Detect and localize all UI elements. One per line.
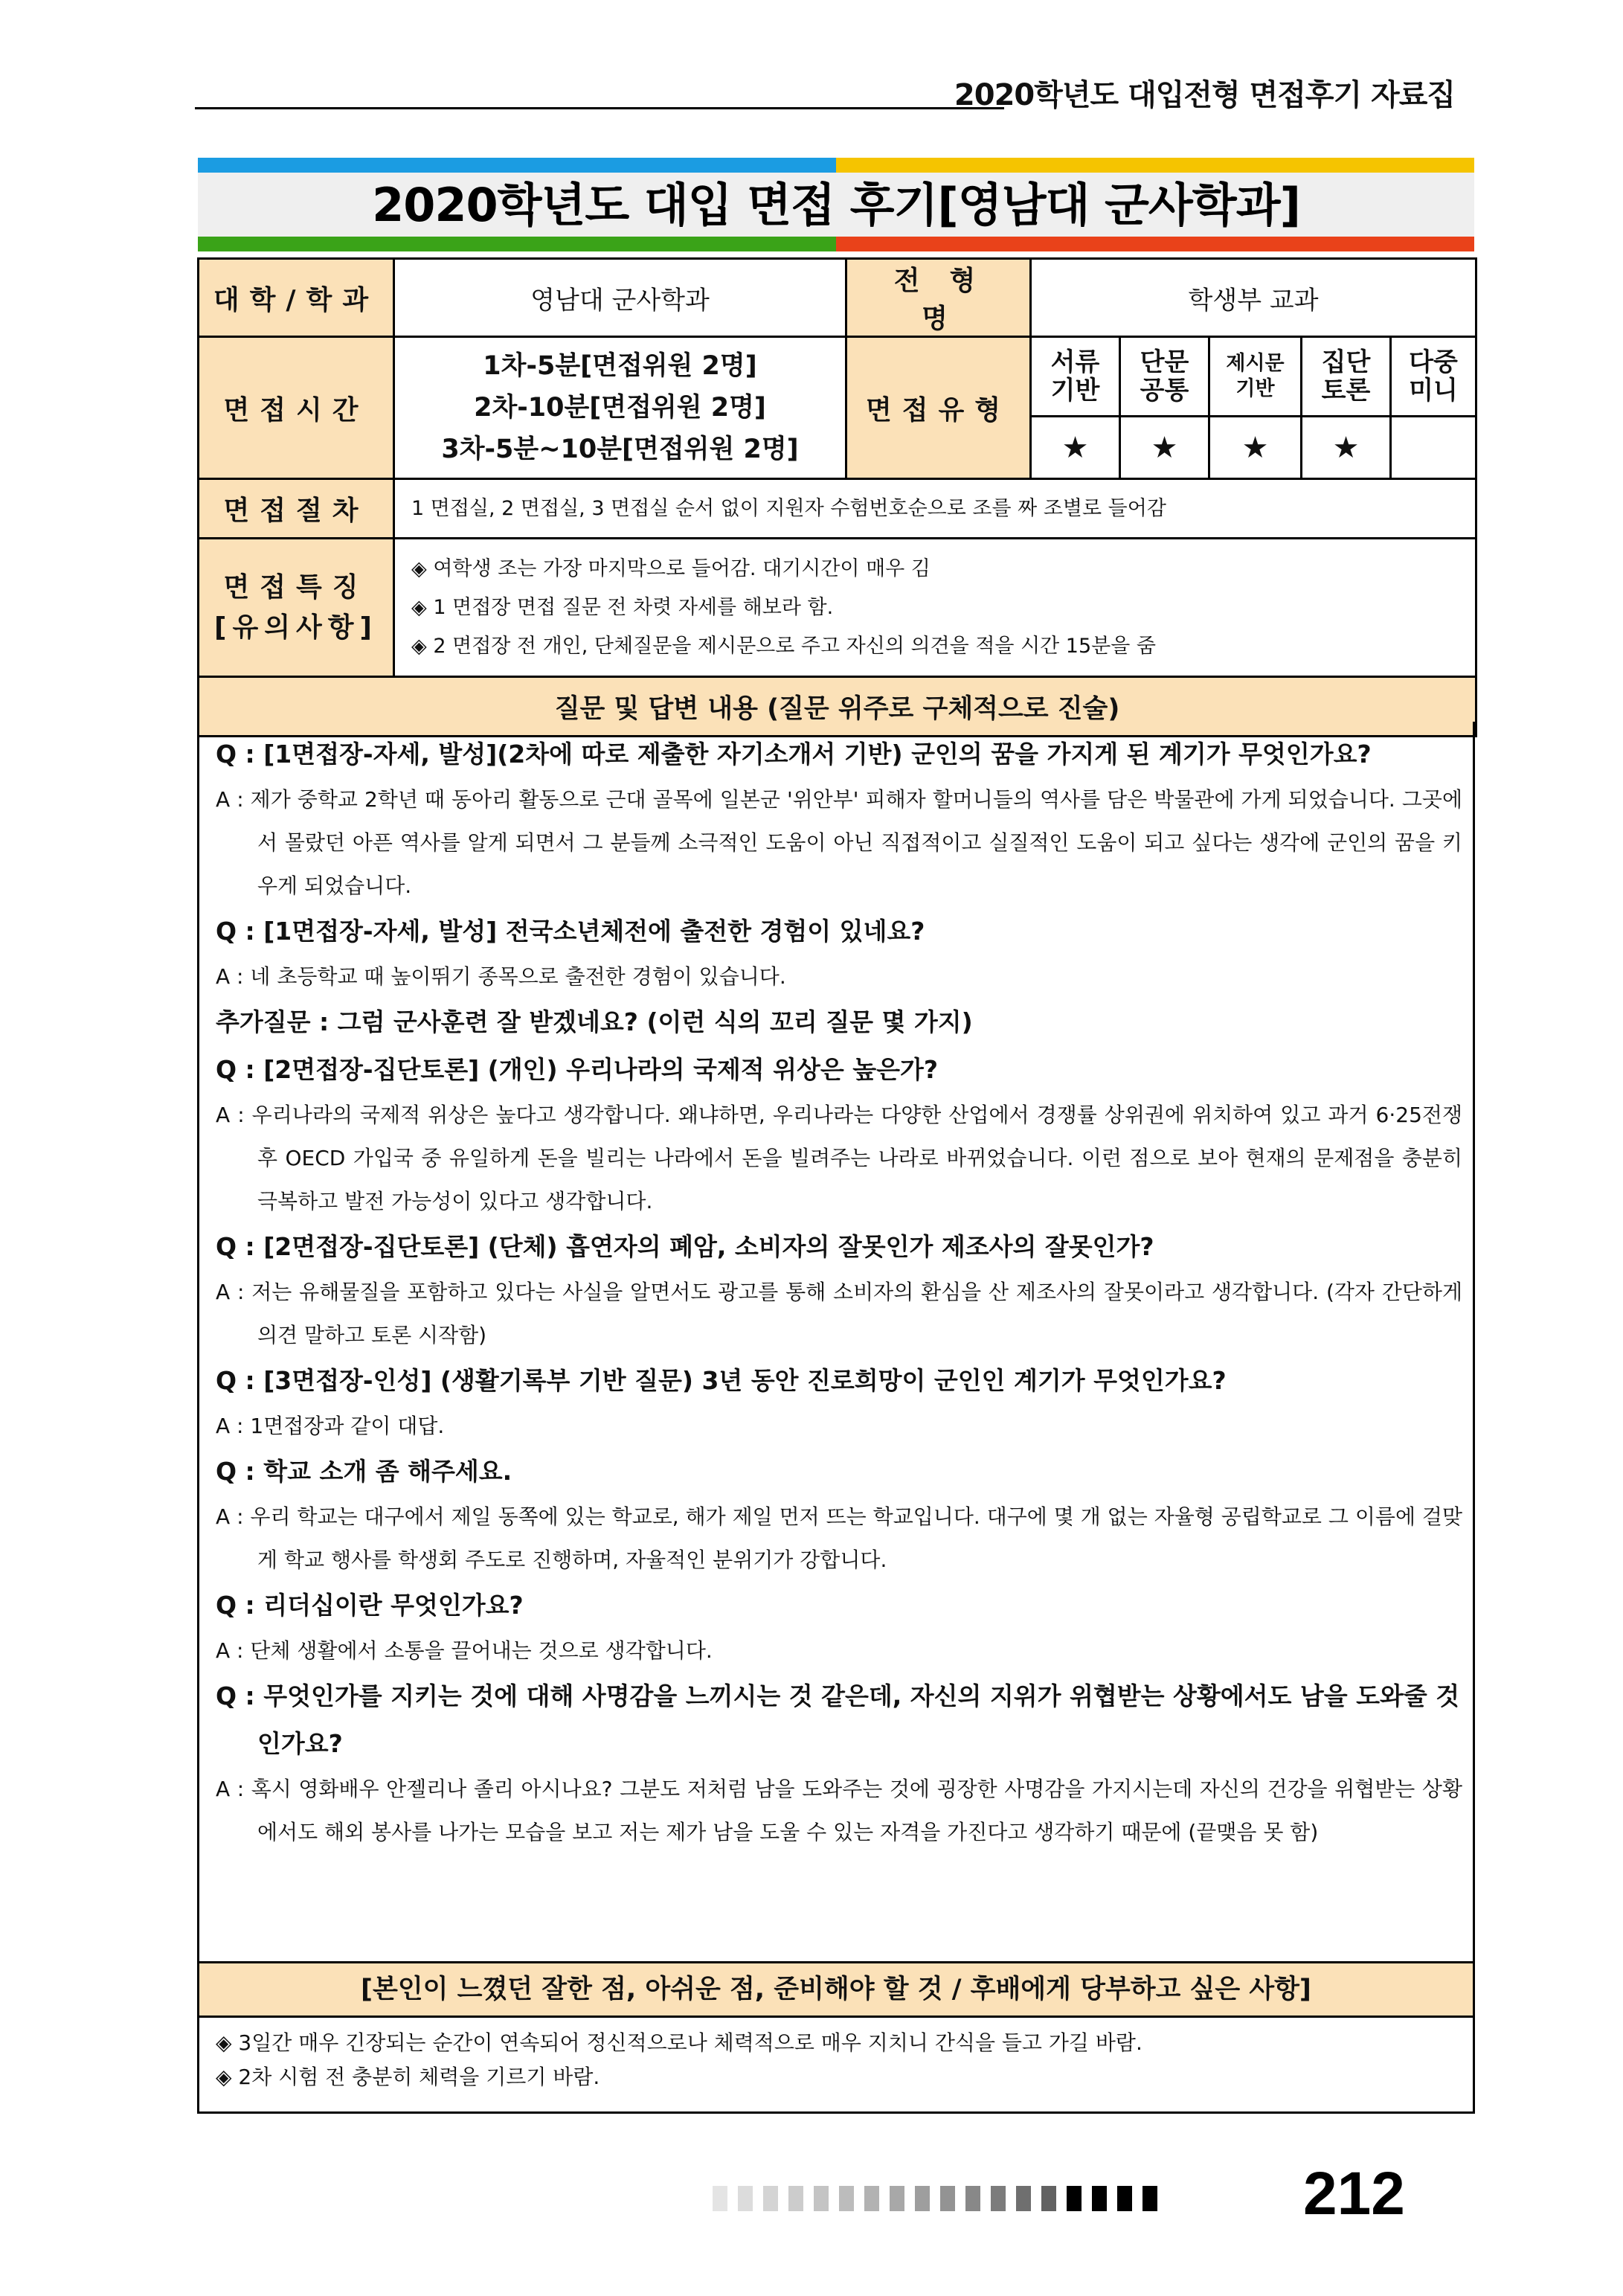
pager-block <box>890 2186 904 2211</box>
qa-section <box>197 722 1475 1966</box>
pager-block <box>864 2186 879 2211</box>
qa-list <box>216 731 1462 1854</box>
answer: A : 네 초등학교 때 높이뛰기 종목으로 출전한 경험이 있습니다. <box>216 964 786 989</box>
type-group: 집단 토론 <box>1302 337 1391 417</box>
answer: A : 1면접장과 같이 대답. <box>216 1414 445 1438</box>
info-table <box>197 257 1477 737</box>
time-values <box>394 337 846 479</box>
type-group-mark: ★ <box>1302 417 1391 479</box>
question: Q : [1면접장-자세, 발성] 전국소년체전에 출전한 경험이 있네요? <box>216 917 925 946</box>
page-indicator-bars <box>713 2186 1157 2211</box>
page-number: 212 <box>1303 2160 1405 2228</box>
summary-item: ◈ 3일간 매우 긴장되는 순간이 연속되어 정신적으로나 체력적으로 매우 지치니 간식을 들고 가길 바람. <box>216 2030 1142 2055</box>
follow-up-question: 추가질문 : 그럼 군사훈련 잘 받겠네요? (이런 식의 꼬리 질문 몇 가지) <box>216 1007 973 1036</box>
pager-block <box>1092 2186 1107 2211</box>
title-color-bar-top <box>198 158 1474 173</box>
feature-label: 면접특징 [유의사항] <box>199 539 394 677</box>
feature-item: ◈ 2 면접장 전 개인, 단체질문을 제시문으로 주고 자신의 의견을 적을 시간 15분을 줌 <box>411 634 1156 658</box>
header-rule <box>195 107 1004 109</box>
type-multi-mark <box>1391 417 1476 479</box>
pager-block <box>991 2186 1006 2211</box>
time-label: 면접시간 <box>199 337 394 479</box>
pager-block <box>1142 2186 1157 2211</box>
answer: A : 저는 유해물질을 포함하고 있다는 사실을 알면서도 광고를 통해 소비자의 환심을 산 제조사의 잘못이라고 생각합니다. (각자 간단하게 의견 말하고 토론 시작함) <box>216 1280 1462 1347</box>
pager-block <box>839 2186 854 2211</box>
type-passage-mark: ★ <box>1209 417 1302 479</box>
title-color-bar-bottom <box>198 237 1474 251</box>
answer: A : 제가 중학교 2학년 때 동아리 활동으로 근대 골목에 일본군 '위안부' 피해자 할머니들의 역사를 담은 박물관에 가게 되었습니다. 그곳에서 몰랐던 아픈 역사를 알게 되면서 그 분들께 소극적인 도움이 아닌 직접적이고 실질적인 도움이 되고 싶다는 생각에 군인의 꿈을 키우게 되었습니다. <box>216 787 1462 898</box>
admission-type-value: 학생부 교과 <box>1031 259 1476 337</box>
pager-block <box>1067 2186 1082 2211</box>
interview-type-label: 면접유형 <box>846 337 1031 479</box>
pager-block <box>915 2186 930 2211</box>
type-doc-mark: ★ <box>1031 417 1120 479</box>
pager-block <box>788 2186 803 2211</box>
pager-block <box>1016 2186 1031 2211</box>
pager-block <box>814 2186 829 2211</box>
running-header: 2020학년도 대입전형 면접후기 자료집 <box>954 78 1455 112</box>
pager-block <box>1117 2186 1132 2211</box>
page-title: 2020학년도 대입 면접 후기[영남대 군사학과] <box>372 178 1300 232</box>
procedure-label: 면접절차 <box>199 479 394 539</box>
answer: A : 단체 생활에서 소통을 끌어내는 것으로 생각합니다. <box>216 1638 713 1663</box>
question: Q : 무엇인가를 지키는 것에 대해 사명감을 느끼시는 것 같은데, 자신의 지위가 위협받는 상황에서도 남을 도와줄 것인가요? <box>216 1681 1460 1758</box>
answer: A : 우리나라의 국제적 위상은 높다고 생각합니다. 왜냐하면, 우리나라는 다양한 산업에서 경쟁률 상위권에 위치하여 있고 과거 6·25전쟁 후 OECD 가입국 중 유일하게 돈을 빌리는 나라에서 돈을 빌려주는 나라로 바뀌었습니다. 이런 점으로 보아 현재의 문제점을 충분히 극복하고 발전 가능성이 있다고 생각합니다. <box>216 1103 1462 1213</box>
univ-value: 영남대 군사학과 <box>394 259 846 337</box>
question: Q : [3면접장-인성] (생활기록부 기반 질문) 3년 동안 진로희망이 군인인 계기가 무엇인가요? <box>216 1366 1227 1395</box>
type-short: 단문 공통 <box>1120 337 1209 417</box>
question: Q : [1면접장-자세, 발성](2차에 따로 제출한 자기소개서 기반) 군인의 꿈을 가지게 된 계기가 무엇인가요? <box>216 740 1372 769</box>
type-doc: 서류 기반 <box>1031 337 1120 417</box>
time-line-1: 1차-5분[면접위원 2명] <box>483 351 757 381</box>
type-passage: 제시문 기반 <box>1209 337 1302 417</box>
question: Q : 리더십이란 무엇인가요? <box>216 1591 524 1620</box>
feature-item: ◈ 여학생 조는 가장 마지막으로 들어감. 대기시간이 매우 김 <box>411 557 931 580</box>
summary-list <box>197 2016 1475 2114</box>
admission-type-label: 전형명 <box>846 259 1031 337</box>
type-multi: 다중 미니 <box>1391 337 1476 417</box>
answer: A : 우리 학교는 대구에서 제일 동쪽에 있는 학교로, 해가 제일 먼저 뜨는 학교입니다. 대구에 몇 개 없는 자율형 공립학교로 그 이름에 걸맞게 학교 행사를 학생회 주도로 진행하며, 자율적인 분위기가 강합니다. <box>216 1504 1462 1572</box>
summary-item: ◈ 2차 시험 전 충분히 체력을 기르기 바람. <box>216 2065 600 2089</box>
question: Q : [2면접장-집단토론] (개인) 우리나라의 국제적 위상은 높은가? <box>216 1055 938 1084</box>
feature-list <box>394 539 1476 677</box>
pager-block <box>713 2186 727 2211</box>
time-line-2: 2차-10분[면접위원 2명] <box>474 393 766 423</box>
answer: A : 혹시 영화배우 안젤리나 졸리 아시나요? 그분도 저처럼 남을 도와주는 것에 굉장한 사명감을 가지시는데 자신의 건강을 위협받는 상황에서도 해외 봉사를 나가는 모습을 보고 저는 제가 남을 도울 수 있는 자격을 가진다고 생각하기 때문에 (끝맺음 못 함) <box>216 1777 1462 1844</box>
pager-block <box>763 2186 778 2211</box>
feature-item: ◈ 1 면접장 면접 질문 전 차렷 자세를 해보라 함. <box>411 595 834 619</box>
type-short-mark: ★ <box>1120 417 1209 479</box>
pager-block <box>1041 2186 1056 2211</box>
question: Q : 학교 소개 좀 해주세요. <box>216 1457 512 1486</box>
pager-block <box>940 2186 955 2211</box>
time-line-3: 3차-5분~10분[면접위원 2명] <box>441 434 799 464</box>
pager-block <box>965 2186 980 2211</box>
univ-label: 대학/학과 <box>199 259 394 337</box>
qa-heading: 질문 및 답변 내용 (질문 위주로 구체적으로 진술) <box>199 677 1476 737</box>
pager-block <box>738 2186 753 2211</box>
summary-heading: [본인이 느꼈던 잘한 점, 아쉬운 점, 준비해야 할 것 / 후배에게 당부하고 싶은 사항] <box>197 1961 1475 2018</box>
question: Q : [2면접장-집단토론] (단체) 흡연자의 폐암, 소비자의 잘못인가 제조사의 잘못인가? <box>216 1232 1154 1261</box>
procedure-value: 1 면접실, 2 면접실, 3 면접실 순서 없이 지원자 수험번호순으로 조를 짜 조별로 들어감 <box>394 479 1476 539</box>
